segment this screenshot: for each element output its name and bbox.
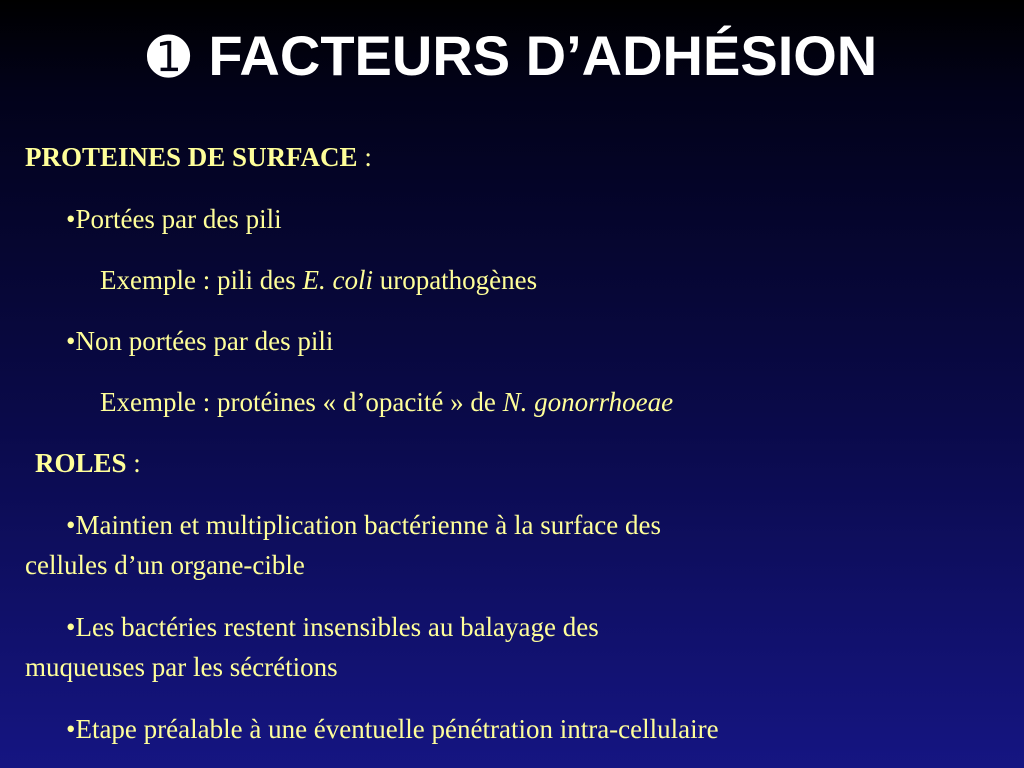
bullet-pili: •Portées par des pili xyxy=(66,204,282,234)
bullet-non-pili: •Non portées par des pili xyxy=(66,326,334,356)
slide-title xyxy=(0,22,1024,92)
title-number-icon: ➊ xyxy=(146,28,191,88)
example-ecoli-suffix: uropathogènes xyxy=(372,265,538,295)
example-ecoli xyxy=(100,263,537,297)
example-gonorrhoeae-prefix: Exemple : protéines « d’opacité » de xyxy=(100,387,503,417)
bullet-bacteries-line2: muqueuses par les sécrétions xyxy=(25,652,338,682)
bullet-etape: •Etape préalable à une éventuelle pénétration intra-cellulaire xyxy=(66,714,719,744)
bullet-maintien-line2: cellules d’un organe-cible xyxy=(25,550,305,580)
bullet-maintien-line1: •Maintien et multiplication bactérienne à la surface des xyxy=(66,510,661,540)
bullet-bacteries-line1: •Les bactéries restent insensibles au balayage des xyxy=(66,612,599,642)
heading-proteines-suffix: : xyxy=(357,142,372,172)
section-roles-heading xyxy=(35,446,141,480)
example-ecoli-species: E. coli xyxy=(302,265,373,295)
title-text: FACTEURS D’ADHÉSION xyxy=(208,24,878,87)
example-gonorrhoeae-species: N. gonorrhoeae xyxy=(502,387,674,417)
heading-proteines: PROTEINES DE SURFACE xyxy=(25,142,358,172)
section-proteines-heading xyxy=(25,140,372,174)
example-ecoli-prefix: Exemple : pili des xyxy=(100,265,303,295)
heading-roles: ROLES xyxy=(35,448,127,478)
example-gonorrhoeae xyxy=(100,385,673,419)
heading-roles-suffix: : xyxy=(126,448,141,478)
